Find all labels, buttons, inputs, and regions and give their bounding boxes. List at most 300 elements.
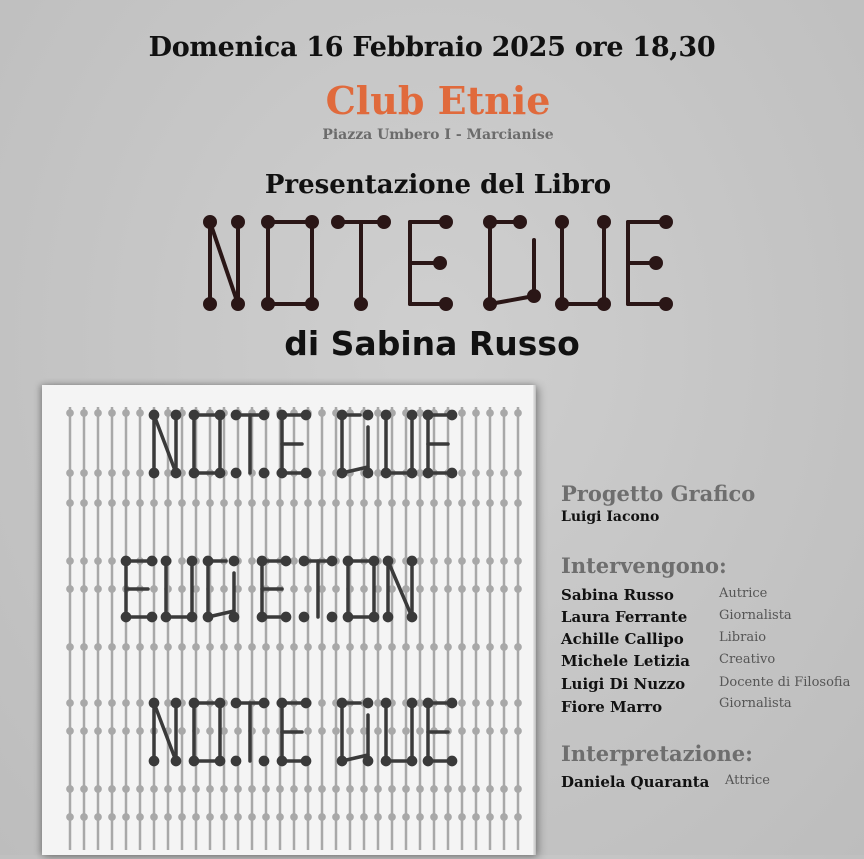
cover-pattern-mark — [319, 728, 324, 733]
cover-pattern-mark — [263, 728, 268, 733]
cover-pattern-mark — [278, 411, 285, 418]
cover-pattern-mark — [403, 814, 408, 819]
cover-pattern-mark — [361, 500, 366, 505]
cover-pattern-mark — [109, 500, 114, 505]
speaker-name: Achille Callipo — [561, 630, 684, 648]
design-heading: Progetto Grafico — [561, 481, 756, 506]
cover-pattern-mark — [109, 786, 114, 791]
cover-pattern-mark — [305, 814, 310, 819]
cover-pattern-mark — [81, 728, 86, 733]
cover-pattern-mark — [81, 814, 86, 819]
cover-pattern-mark — [431, 786, 436, 791]
cover-pattern-mark — [448, 757, 455, 764]
cover-pattern-mark — [333, 814, 338, 819]
cover-pattern-mark — [249, 814, 254, 819]
cover-pattern-mark — [81, 558, 86, 563]
cover-pattern-mark — [319, 786, 324, 791]
cover-pattern-mark — [459, 786, 464, 791]
cover-pattern-mark — [389, 786, 394, 791]
speaker-name: Michele Letizia — [561, 652, 691, 670]
cover-pattern-mark — [487, 586, 492, 591]
cover-pattern-mark — [389, 500, 394, 505]
cover-pattern-mark — [137, 500, 142, 505]
cover-pattern-mark — [501, 586, 506, 591]
cover-pattern-mark — [431, 500, 436, 505]
cover-pattern-mark — [179, 644, 184, 649]
cover-pattern-mark — [95, 586, 100, 591]
cover-pattern-mark — [364, 411, 371, 418]
cover-pattern-mark — [364, 757, 371, 764]
speaker-role: Docente di Filosofia — [719, 675, 851, 690]
cover-pattern-mark — [431, 814, 436, 819]
event-date: Domenica 16 Febbraio 2025 ore 18,30 — [148, 32, 716, 63]
cover-pattern-mark — [67, 470, 72, 475]
cover-pattern-mark — [230, 613, 237, 620]
cover-pattern-mark — [204, 557, 211, 564]
cover-pattern-mark — [302, 757, 309, 764]
cover-pattern-mark — [384, 557, 391, 564]
cover-pattern-mark — [165, 644, 170, 649]
cover-pattern-mark — [137, 786, 142, 791]
performance-heading: Interpretazione: — [561, 741, 753, 766]
cover-pattern-mark — [221, 786, 226, 791]
cover-pattern-mark — [424, 757, 431, 764]
cover-pattern-mark — [95, 500, 100, 505]
cover-pattern-mark — [179, 814, 184, 819]
cover-pattern-mark — [305, 644, 310, 649]
cover-pattern-mark — [361, 814, 366, 819]
cover-pattern-mark — [408, 699, 415, 706]
cover-pattern-mark — [179, 728, 184, 733]
cover-pattern-mark — [95, 644, 100, 649]
cover-pattern-mark — [109, 814, 114, 819]
cover-pattern-mark — [424, 469, 431, 476]
cover-pattern-mark — [151, 586, 156, 591]
cover-pattern-mark — [67, 644, 72, 649]
speaker-role: Giornalista — [719, 696, 792, 711]
cover-pattern-mark — [260, 757, 267, 764]
cover-pattern-mark — [216, 411, 223, 418]
cover-pattern-mark — [333, 644, 338, 649]
cover-pattern-mark — [165, 500, 170, 505]
cover-pattern-mark — [319, 586, 324, 591]
cover-pattern-mark — [150, 757, 157, 764]
cover-pattern-mark — [190, 699, 197, 706]
cover-pattern-mark — [249, 786, 254, 791]
cover-pattern-mark — [190, 411, 197, 418]
cover-pattern-mark — [95, 814, 100, 819]
cover-pattern-mark — [300, 557, 307, 564]
speaker-name: Luigi Di Nuzzo — [561, 675, 686, 693]
cover-pattern-mark — [389, 728, 394, 733]
cover-pattern-mark — [333, 500, 338, 505]
cover-pattern-mark — [417, 814, 422, 819]
cover-pattern-mark — [291, 558, 296, 563]
cover-pattern-mark — [347, 644, 352, 649]
cover-pattern-mark — [123, 814, 128, 819]
cover-pattern-mark — [249, 500, 254, 505]
cover-pattern-mark — [81, 644, 86, 649]
cover-pattern-mark — [193, 814, 198, 819]
cover-pattern-mark — [459, 814, 464, 819]
cover-pattern-mark — [207, 786, 212, 791]
cover-pattern-mark — [344, 613, 351, 620]
cover-pattern-mark — [235, 500, 240, 505]
cover-pattern-mark — [150, 469, 157, 476]
cover-pattern-mark — [249, 586, 254, 591]
cover-pattern-mark — [81, 586, 86, 591]
cover-pattern-mark — [417, 586, 422, 591]
speaker-row — [561, 586, 861, 608]
cover-pattern-mark — [338, 757, 345, 764]
cover-pattern-mark — [151, 814, 156, 819]
cover-pattern-mark — [487, 728, 492, 733]
cover-pattern-mark — [459, 470, 464, 475]
cover-pattern-mark — [172, 699, 179, 706]
cover-pattern-mark — [473, 558, 478, 563]
performer-row — [561, 773, 861, 795]
cover-pattern-mark — [417, 558, 422, 563]
cover-pattern-mark — [207, 500, 212, 505]
cover-pattern-mark — [230, 557, 237, 564]
cover-pattern-mark — [347, 728, 352, 733]
cover-pattern-mark — [473, 786, 478, 791]
cover-pattern-mark — [515, 786, 520, 791]
cover-pattern-mark — [216, 469, 223, 476]
speaker-row — [561, 652, 861, 674]
cover-pattern-mark — [487, 500, 492, 505]
cover-pattern-mark — [344, 557, 351, 564]
cover-pattern-mark — [382, 411, 389, 418]
cover-pattern-mark — [165, 814, 170, 819]
cover-pattern-mark — [361, 786, 366, 791]
cover-artwork — [42, 385, 532, 855]
cover-pattern-mark — [328, 613, 335, 620]
cover-pattern-mark — [501, 728, 506, 733]
cover-pattern-mark — [515, 644, 520, 649]
cover-pattern-mark — [487, 814, 492, 819]
cover-pattern-mark — [154, 415, 176, 473]
cover-pattern-mark — [375, 814, 380, 819]
cover-pattern-mark — [232, 757, 239, 764]
cover-pattern-mark — [417, 410, 422, 415]
cover-pattern-mark — [448, 411, 455, 418]
cover-pattern-mark — [137, 700, 142, 705]
cover-pattern-mark — [123, 700, 128, 705]
cover-pattern-mark — [249, 558, 254, 563]
cover-pattern-mark — [333, 786, 338, 791]
cover-pattern-mark — [417, 786, 422, 791]
cover-pattern-mark — [515, 410, 520, 415]
performer-name: Daniela Quaranta — [561, 773, 710, 791]
cover-pattern-mark — [515, 586, 520, 591]
cover-pattern-mark — [305, 500, 310, 505]
cover-pattern-mark — [347, 814, 352, 819]
cover-pattern-mark — [263, 814, 268, 819]
cover-pattern-mark — [221, 728, 226, 733]
cover-pattern-mark — [207, 644, 212, 649]
cover-pattern-mark — [172, 757, 179, 764]
cover-pattern-mark — [515, 814, 520, 819]
cover-pattern-mark — [95, 700, 100, 705]
cover-pattern-mark — [235, 728, 240, 733]
speaker-row — [561, 675, 861, 697]
cover-pattern-mark — [235, 786, 240, 791]
cover-pattern-mark — [417, 728, 422, 733]
cover-pattern-mark — [151, 644, 156, 649]
cover-pattern-mark — [445, 558, 450, 563]
cover-pattern-mark — [389, 644, 394, 649]
cover-pattern-mark — [109, 700, 114, 705]
cover-pattern-mark — [193, 644, 198, 649]
cover-pattern-mark — [232, 469, 239, 476]
cover-pattern-mark — [81, 786, 86, 791]
cover-pattern-mark — [445, 814, 450, 819]
cover-pattern-mark — [221, 644, 226, 649]
cover-pattern-mark — [424, 699, 431, 706]
cover-pattern-mark — [302, 411, 309, 418]
cover-pattern-mark — [216, 699, 223, 706]
cover-pattern-mark — [487, 644, 492, 649]
speaker-row — [561, 698, 861, 720]
cover-pattern-mark — [403, 500, 408, 505]
cover-pattern-mark — [473, 586, 478, 591]
cover-pattern-mark — [487, 558, 492, 563]
cover-pattern-mark — [109, 644, 114, 649]
cover-pattern-mark — [172, 411, 179, 418]
cover-pattern-mark — [370, 557, 377, 564]
cover-pattern-mark — [445, 644, 450, 649]
cover-pattern-mark — [221, 586, 226, 591]
cover-pattern-mark — [515, 558, 520, 563]
cover-pattern-mark — [319, 410, 324, 415]
cover-pattern-mark — [487, 700, 492, 705]
cover-pattern-mark — [364, 699, 371, 706]
speaker-role: Creativo — [719, 652, 776, 667]
cover-pattern-mark — [501, 558, 506, 563]
cover-pattern-mark — [448, 699, 455, 706]
cover-pattern-mark — [193, 586, 198, 591]
cover-pattern-mark — [260, 411, 267, 418]
cover-pattern-mark — [364, 469, 371, 476]
cover-pattern-mark — [148, 557, 155, 564]
cover-pattern-mark — [338, 469, 345, 476]
cover-pattern-mark — [375, 470, 380, 475]
cover-pattern-mark — [375, 700, 380, 705]
cover-pattern-mark — [408, 757, 415, 764]
cover-pattern-mark — [333, 728, 338, 733]
cover-pattern-mark — [515, 700, 520, 705]
cover-pattern-mark — [305, 586, 310, 591]
cover-pattern-mark — [260, 469, 267, 476]
cover-pattern-mark — [165, 470, 170, 475]
speakers-heading: Intervengono: — [561, 553, 727, 578]
cover-pattern-mark — [123, 644, 128, 649]
cover-pattern-mark — [277, 786, 282, 791]
cover-pattern-mark — [123, 786, 128, 791]
cover-pattern-mark — [445, 500, 450, 505]
cover-pattern-mark — [277, 500, 282, 505]
cover-pattern-mark — [95, 470, 100, 475]
speaker-role: Libraio — [719, 630, 767, 645]
cover-pattern-mark — [501, 644, 506, 649]
cover-pattern-mark — [459, 558, 464, 563]
cover-pattern-mark — [151, 500, 156, 505]
cover-pattern-mark — [291, 586, 296, 591]
cover-pattern-mark — [375, 586, 380, 591]
cover-pattern-mark — [81, 470, 86, 475]
cover-pattern-mark — [459, 644, 464, 649]
cover-pattern-mark — [431, 558, 436, 563]
cover-pattern-mark — [137, 728, 142, 733]
cover-pattern-mark — [473, 410, 478, 415]
cover-pattern-mark — [235, 814, 240, 819]
cover-pattern-mark — [417, 644, 422, 649]
book-author: di Sabina Russo — [284, 324, 580, 363]
cover-pattern-mark — [109, 728, 114, 733]
cover-pattern-mark — [445, 586, 450, 591]
cover-pattern-mark — [122, 557, 129, 564]
cover-pattern-mark — [384, 613, 391, 620]
cover-pattern-mark — [459, 500, 464, 505]
cover-pattern-mark — [338, 699, 345, 706]
cover-pattern-mark — [403, 644, 408, 649]
speaker-name: Laura Ferrante — [561, 608, 688, 626]
cover-pattern-mark — [95, 728, 100, 733]
cover-pattern-mark — [263, 786, 268, 791]
designer-name: Luigi Iacono — [561, 509, 660, 525]
cover-pattern-mark — [204, 613, 211, 620]
cover-pattern-mark — [95, 410, 100, 415]
cover-pattern-mark — [162, 557, 169, 564]
cover-pattern-mark — [338, 411, 345, 418]
cover-pattern-mark — [501, 470, 506, 475]
cover-pattern-mark — [382, 757, 389, 764]
cover-pattern-mark — [165, 786, 170, 791]
cover-pattern-mark — [123, 500, 128, 505]
cover-pattern-mark — [487, 410, 492, 415]
cover-pattern-mark — [448, 469, 455, 476]
cover-pattern-mark — [473, 470, 478, 475]
cover-pattern-mark — [122, 613, 129, 620]
cover-pattern-mark — [403, 728, 408, 733]
cover-pattern-mark — [277, 814, 282, 819]
cover-pattern-mark — [333, 586, 338, 591]
cover-pattern-mark — [249, 644, 254, 649]
cover-pattern-mark — [193, 500, 198, 505]
cover-pattern-mark — [67, 410, 72, 415]
cover-pattern-mark — [278, 699, 285, 706]
cover-pattern-mark — [361, 586, 366, 591]
cover-pattern-mark — [403, 786, 408, 791]
speaker-role: Giornalista — [719, 608, 792, 623]
cover-pattern-mark — [291, 644, 296, 649]
cover-pattern-mark — [179, 586, 184, 591]
cover-pattern-mark — [277, 644, 282, 649]
cover-pattern-mark — [263, 500, 268, 505]
cover-pattern-mark — [282, 557, 289, 564]
cover-pattern-mark — [150, 699, 157, 706]
cover-pattern-mark — [291, 786, 296, 791]
cover-pattern-mark — [487, 786, 492, 791]
cover-pattern-mark — [445, 786, 450, 791]
cover-pattern-mark — [151, 786, 156, 791]
cover-pattern-mark — [389, 814, 394, 819]
cover-pattern-mark — [424, 411, 431, 418]
cover-pattern-mark — [515, 728, 520, 733]
cover-pattern-mark — [389, 586, 394, 591]
cover-pattern-mark — [370, 613, 377, 620]
cover-pattern-mark — [216, 757, 223, 764]
cover-pattern-mark — [109, 558, 114, 563]
cover-pattern-mark — [95, 558, 100, 563]
speaker-name: Sabina Russo — [561, 586, 674, 604]
cover-pattern-mark — [67, 700, 72, 705]
book-cover — [42, 385, 536, 855]
cover-pattern-mark — [232, 699, 239, 706]
cover-pattern-mark — [473, 814, 478, 819]
cover-pattern-mark — [291, 814, 296, 819]
cover-pattern-mark — [150, 411, 157, 418]
cover-pattern-mark — [172, 469, 179, 476]
cover-pattern-mark — [282, 613, 289, 620]
cover-pattern-mark — [473, 700, 478, 705]
venue-name: Club Etnie — [325, 78, 551, 123]
cover-pattern-mark — [81, 500, 86, 505]
venue-address: Piazza Umbero I - Marcianise — [322, 127, 554, 143]
cover-pattern-mark — [179, 558, 184, 563]
cover-pattern-mark — [501, 700, 506, 705]
cover-pattern-mark — [162, 613, 169, 620]
performer-role: Attrice — [725, 773, 770, 788]
cover-pattern-mark — [319, 700, 324, 705]
cover-pattern-mark — [459, 728, 464, 733]
cover-pattern-mark — [278, 757, 285, 764]
speaker-row — [561, 608, 861, 630]
cover-pattern-mark — [431, 586, 436, 591]
cover-pattern-mark — [95, 786, 100, 791]
cover-pattern-mark — [137, 644, 142, 649]
cover-pattern-mark — [305, 786, 310, 791]
cover-pattern-mark — [260, 699, 267, 706]
cover-pattern-mark — [501, 814, 506, 819]
cover-pattern-mark — [417, 700, 422, 705]
cover-pattern-mark — [148, 613, 155, 620]
cover-pattern-mark — [179, 786, 184, 791]
cover-pattern-mark — [109, 586, 114, 591]
cover-pattern-mark — [305, 728, 310, 733]
cover-pattern-mark — [137, 410, 142, 415]
cover-pattern-mark — [188, 557, 195, 564]
cover-pattern-mark — [328, 557, 335, 564]
cover-pattern-mark — [319, 814, 324, 819]
cover-pattern-mark — [67, 500, 72, 505]
cover-pattern-mark — [81, 700, 86, 705]
cover-pattern-mark — [109, 410, 114, 415]
cover-pattern-mark — [375, 644, 380, 649]
cover-pattern-mark — [207, 728, 212, 733]
cover-pattern-mark — [67, 586, 72, 591]
cover-pattern-mark — [67, 814, 72, 819]
cover-pattern-mark — [473, 644, 478, 649]
cover-pattern-mark — [232, 411, 239, 418]
cover-pattern-mark — [302, 469, 309, 476]
cover-pattern-mark — [221, 500, 226, 505]
cover-pattern-mark — [417, 500, 422, 505]
cover-pattern-mark — [235, 586, 240, 591]
cover-pattern-mark — [408, 469, 415, 476]
cover-pattern-mark — [408, 613, 415, 620]
